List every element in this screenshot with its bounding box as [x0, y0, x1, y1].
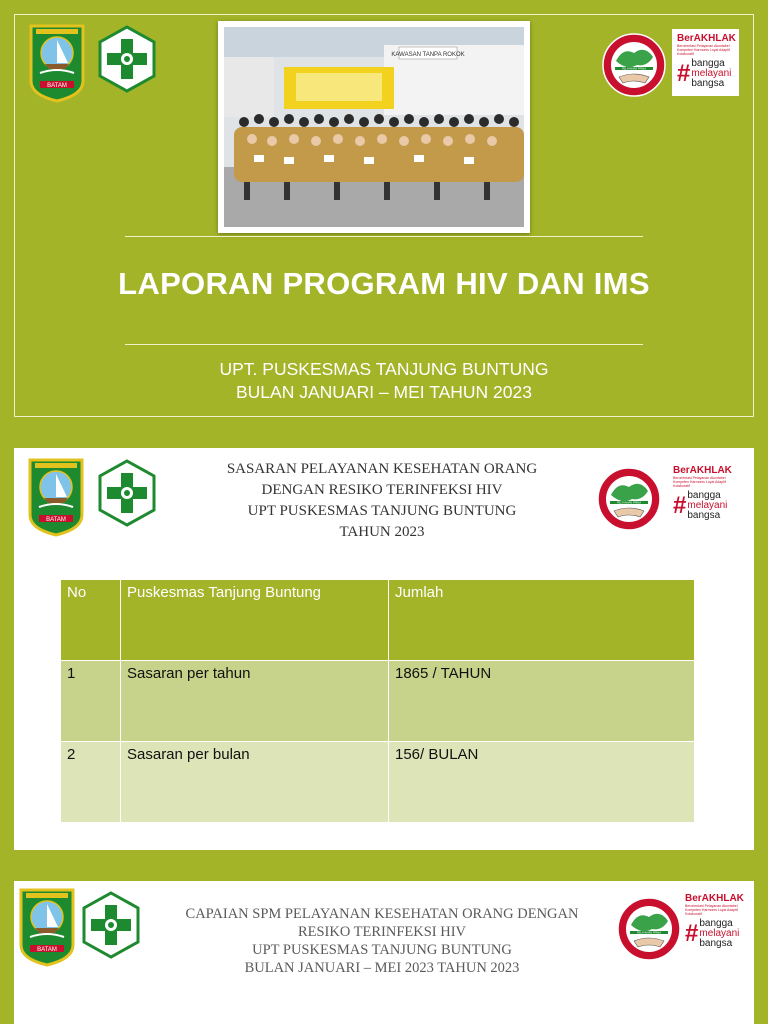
health-cross-icon: [97, 459, 157, 527]
melayani-text: melayani: [687, 500, 728, 511]
svg-text:PELAYANAN PRIMA: PELAYANAN PRIMA: [636, 931, 662, 935]
column-header-puskesmas: Puskesmas Tanjung Buntung: [121, 580, 389, 661]
column-header-jumlah: Jumlah: [389, 580, 695, 661]
hashtag-icon: #: [677, 60, 691, 87]
svg-text:PELAYANAN PRIMA: PELAYANAN PRIMA: [621, 67, 647, 71]
heading-line-1: CAPAIAN SPM PELAYANAN KESEHATAN ORANG DENGAN: [185, 906, 579, 922]
cell-target: Sasaran per bulan: [121, 742, 389, 823]
subtitle-line-2: BULAN JANUARI – MEI TAHUN 2023: [236, 382, 532, 402]
slide-subtitle: [15, 358, 753, 404]
melayani-text: melayani: [699, 928, 740, 939]
heading-line-3: UPT PUSKESMAS TANJUNG BUNTUNG: [252, 942, 512, 958]
berakhlak-title: BerAKHLAK: [673, 465, 732, 476]
bangga-text: bangga: [687, 490, 721, 501]
svg-text:BATAM: BATAM: [46, 517, 66, 523]
melayani-text: melayani: [691, 68, 732, 79]
heading-line-1: SASARAN PELAYANAN KESEHATAN ORANG: [226, 461, 538, 477]
heading-line-2: DENGAN RESIKO TERINFEKSI HIV: [261, 482, 503, 498]
slide-title: LAPORAN PROGRAM HIV DAN IMS: [118, 266, 650, 301]
group-photo-illustration: [224, 27, 524, 227]
pelayanan-prima-emblem-icon: [616, 895, 682, 963]
berakhlak-tagline: Berorientasi Pelayanan Akuntabel Kompeten Harmonis Loyal Adaptif Kolaboratif: [677, 44, 730, 56]
pelayanan-prima-emblem-icon: [596, 465, 662, 533]
svg-text:PELAYANAN PRIMA: PELAYANAN PRIMA: [616, 501, 642, 505]
bangsa-text: bangsa: [691, 78, 725, 89]
cell-no: 1: [61, 661, 121, 742]
bangsa-text: bangsa: [687, 510, 721, 521]
hashtag-icon: #: [685, 920, 699, 947]
divider-bottom: [125, 344, 643, 345]
svg-text:KAWASAN TANPA ROKOK: KAWASAN TANPA ROKOK: [391, 52, 465, 58]
batam-emblem-icon: [27, 457, 85, 537]
cell-amount: 1865 / TAHUN: [389, 661, 695, 742]
bangga-text: bangga: [691, 58, 725, 69]
berakhlak-tagline: Berorientasi Pelayanan Akuntabel Kompeten Harmonis Loyal Adaptif Kolaboratif: [673, 476, 726, 488]
heading-line-3: UPT PUSKESMAS TANJUNG BUNTUNG: [247, 503, 517, 519]
cell-no: 2: [61, 742, 121, 823]
berakhlak-title: BerAKHLAK: [677, 33, 736, 44]
group-photo: [218, 21, 530, 233]
title-slide: [14, 14, 754, 417]
berakhlak-logo: [668, 461, 742, 529]
table-header-row: [61, 580, 695, 661]
svg-text:BATAM: BATAM: [37, 947, 57, 953]
slide-heading: [164, 459, 600, 543]
berakhlak-logo: [672, 29, 739, 96]
berakhlak-logo: [680, 889, 752, 961]
berakhlak-tagline: Berorientasi Pelayanan Akuntabel Kompeten Harmonis Loyal Adaptif Kolaboratif: [685, 904, 738, 916]
target-table: [60, 579, 695, 823]
subtitle-line-1: UPT. PUSKESMAS TANJUNG BUNTUNG: [219, 359, 549, 379]
target-slide: [14, 448, 754, 850]
berakhlak-title: BerAKHLAK: [685, 893, 744, 904]
batam-emblem-icon: [18, 887, 76, 967]
heading-line-4: BULAN JANUARI – MEI 2023 TAHUN 2023: [244, 960, 520, 976]
pelayanan-prima-emblem-icon: [601, 31, 667, 99]
divider-top: [125, 236, 643, 237]
heading-line-4: TAHUN 2023: [339, 524, 425, 540]
health-cross-icon: [97, 25, 157, 93]
bangsa-text: bangsa: [699, 938, 733, 949]
achievement-slide: [14, 881, 754, 1024]
cell-amount: 156/ BULAN: [389, 742, 695, 823]
batam-emblem-icon: [28, 23, 86, 103]
table-row: [61, 661, 695, 742]
cell-target: Sasaran per tahun: [121, 661, 389, 742]
hashtag-icon: #: [673, 492, 687, 519]
svg-text:BATAM: BATAM: [47, 83, 67, 89]
table-row: [61, 742, 695, 823]
bangga-text: bangga: [699, 918, 733, 929]
heading-line-2: RESIKO TERINFEKSI HIV: [297, 924, 467, 940]
slide-heading: [152, 905, 612, 977]
column-header-no: No: [61, 580, 121, 661]
health-cross-icon: [81, 891, 141, 959]
